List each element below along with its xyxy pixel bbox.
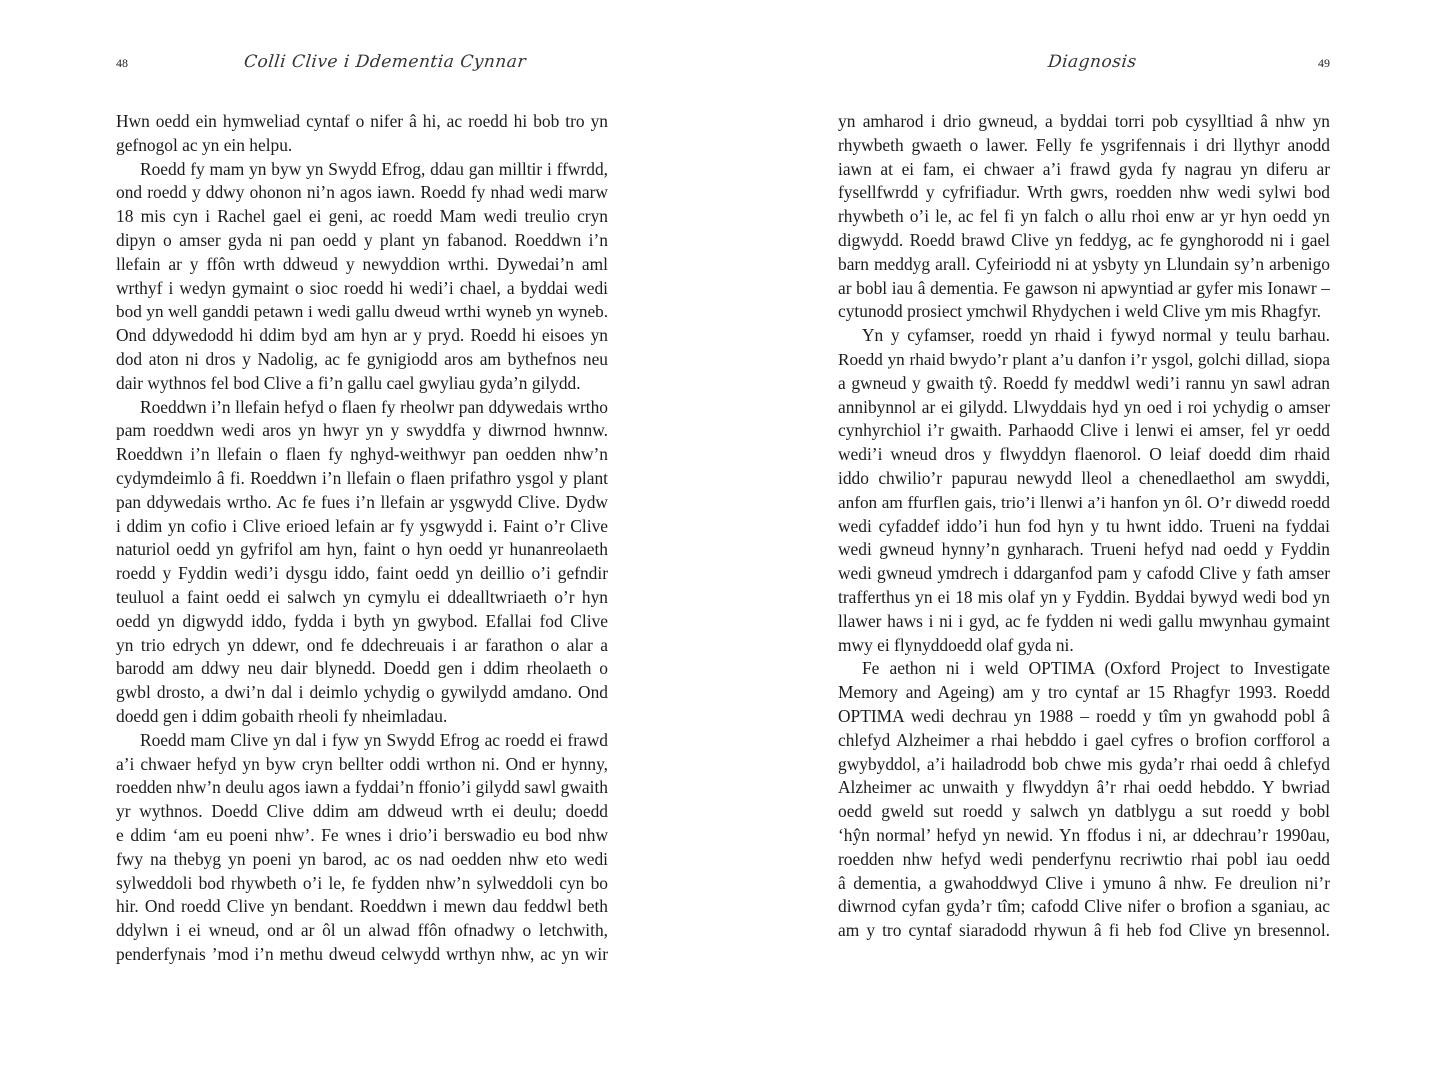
text-line: Ond ddywedodd hi ddim byd am hyn ar y pryd. Roedd hi eisoes yn <box>116 325 608 346</box>
right-running-title: Diagnosis <box>1046 52 1138 72</box>
text-line: diwrnod cyfan gyda’r tîm; cafodd Clive nifer o brofion a sganiau, ac <box>838 896 1330 917</box>
text-line: bod yn well ganddi petawn i wedi gallu dweud wrthi wyneb yn wyneb. <box>116 302 608 322</box>
text-line: dair wythnos fel bod Clive a fi’n gallu cael gwyliau gyda’n gilydd. <box>116 372 581 393</box>
text-line: Memory and Ageing) am y tro cyntaf ar 15 Rhagfyr 1993. Roedd <box>838 682 1330 703</box>
text-line: cynhyrchiol i’r gwaith. Parhaodd Clive i lenwi ei amser, fel yr oedd <box>838 420 1330 441</box>
text-line: pam roeddwn wedi aros yn hwyr yn y swyddfa y diwrnod hwnnw. <box>116 420 608 441</box>
left-running-title: Colli Clive i Ddementia Cynnar <box>242 52 528 72</box>
text-line: Roedd fy mam yn byw yn Swydd Efrog, ddau gan milltir i ffwrdd, <box>140 158 608 179</box>
text-line: dipyn o amser gyda ni pan oedd y plant yn fabanod. Roeddwn i’n <box>116 229 608 250</box>
text-line: wrthyf i wedyn gymaint o sioc roedd hi wedi’i chael, a byddai wedi <box>116 277 608 298</box>
text-line: Fe aethon ni i weld OPTIMA (Oxford Project to Investigate <box>862 658 1330 679</box>
text-line: 18 mis cyn i Rachel gael ei geni, ac roedd Mam wedi treulio cryn <box>116 206 608 227</box>
text-line: llawer haws i ni i gyd, ac fe fydden ni wedi gallu mwynhau gymaint <box>838 610 1330 631</box>
left-page-number: 48 <box>116 56 128 70</box>
text-line: iddo chwilio’r papurau newydd lleol a chenedlaethol am swyddi, <box>838 467 1330 488</box>
left-page-header <box>116 50 608 80</box>
right-page-number: 49 <box>1318 56 1330 70</box>
text-line: mwy ei flynyddoedd olaf gyda ni. <box>838 634 1074 655</box>
text-line: barn meddyg arall. Cyfeiriodd ni at ysbyty yn Llundain sy’n arbenigo <box>838 253 1330 274</box>
text-line: wedi gwneud hynny’n gynharach. Trueni hefyd nad oedd y Fyddin <box>838 539 1330 560</box>
text-line: sylweddoli bod rhywbeth o’i le, fe fydden nhw’n sylweddoli cyn bo <box>116 872 608 893</box>
text-line: annibynnol ar ei gilydd. Llwyddais hyd yn oed i roi ychydig o amser <box>838 396 1330 417</box>
text-line: yr wythnos. Doedd Clive ddim am ddweud wrth ei deulu; doedd <box>116 801 608 822</box>
text-line: oedd yn digwydd iddo, fydda i byth yn gwybod. Efallai fod Clive <box>116 610 608 631</box>
text-line: naturiol oedd yn gyfrifol am hyn, faint o hyn oedd yr hunanreolaeth <box>116 539 608 560</box>
right-page <box>722 0 1445 1084</box>
text-line: dod aton ni dros y Nadolig, ac fe gynigiodd aros am bythefnos neu <box>116 348 608 369</box>
text-line: am y tro cyntaf siaradodd rhywun â fi heb fod Clive yn bresennol. <box>838 920 1330 941</box>
text-line: ‘hŷn normal’ hefyd yn newid. Yn ffodus i ni, ar ddechrau’r 1990au, <box>838 824 1330 845</box>
left-page-body <box>116 110 608 967</box>
text-line: doedd gen i ddim gobaith rheoli fy nheimladau. <box>116 705 448 726</box>
text-line: hir. Ond roedd Clive yn bendant. Roeddwn i mewn dau feddwl beth <box>116 896 608 917</box>
text-line: gwbl drosto, a dwi’n dal i deimlo ychydig o gywilydd amdano. Ond <box>116 682 608 703</box>
text-line: Hwn oedd ein hymweliad cyntaf o nifer â hi, ac roedd hi bob tro yn <box>116 111 608 131</box>
text-line: Roeddwn i’n llefain hefyd o flaen fy rheolwr pan ddywedais wrtho <box>140 396 608 417</box>
text-line: a gwneud y gwaith tŷ. Roedd fy meddwl wedi’i rannu yn sawl adran <box>838 372 1330 393</box>
text-line: Roedd yn rhaid bwydo’r plant a’u danfon i’r ysgol, golchi dillad, siopa <box>838 349 1330 369</box>
text-line: wedi cyfaddef iddo’i hun fod hyn y tu hwnt iddo. Trueni na fyddai <box>838 515 1330 536</box>
text-line: roedden nhw hefyd wedi penderfynu recriwtio rhai pobl iau oedd <box>838 848 1330 869</box>
text-line: roedd y Fyddin wedi’i dysgu iddo, faint oedd yn deillio o’i gefndir <box>116 563 608 584</box>
text-line: anfon am ffurflen gais, trio’i llenwi a’i hanfon yn ôl. O’r diwedd roedd <box>838 492 1330 512</box>
text-line: cytunodd prosiect ymchwil Rhydychen i weld Clive ym mis Rhagfyr. <box>838 301 1322 322</box>
text-line: fwy na thebyg yn poeni yn barod, ac os nad oedden nhw eto wedi <box>116 848 608 869</box>
text-line: trafferthus yn ei 18 mis olaf yn y Fyddin. Byddai bywyd wedi bod yn <box>838 586 1330 607</box>
text-line: gefnogol ac yn ein helpu. <box>116 134 293 155</box>
text-line: yn amharod i drio gwneud, a byddai torri pob cysylltiad â nhw yn <box>838 111 1330 131</box>
text-line: gwybyddol, a’i hailadrodd bob chwe mis gyda’r rhai oedd â chlefyd <box>838 753 1330 774</box>
text-line: llefain ar y ffôn wrth ddweud y newyddion wrthi. Dywedai’n aml <box>116 253 608 274</box>
text-line: fysellfwrdd y cyfrifiadur. Wrth gwrs, roedden nhw wedi sylwi bod <box>838 182 1330 203</box>
text-line: Yn y cyfamser, roedd yn rhaid i fywyd normal y teulu barhau. <box>862 325 1330 346</box>
right-page-body <box>838 110 1330 943</box>
text-line: oedd gweld sut roedd y salwch yn datblygu a sut roedd y bobl <box>838 801 1330 822</box>
text-line: teuluol a faint oedd ei salwch yn cymylu ei ddealltwriaeth o’r hyn <box>116 586 608 607</box>
text-line: penderfynais ’mod i’n methu dweud celwydd wrthyn nhw, ac yn wir <box>116 943 608 964</box>
text-line: yn trio edrych yn ddewr, ond fe ddechreuais i ar farathon o alar a <box>116 634 608 655</box>
text-line: a’i chwaer hefyd yn byw cryn bellter oddi wrthon ni. Ond er hynny, <box>116 753 608 774</box>
text-line: wedi’i wneud dros y flwyddyn flaenorol. O leiaf doedd dim rhaid <box>838 444 1330 465</box>
left-page <box>0 0 722 1084</box>
text-line: â dementia, a gwahoddwyd Clive i ymuno â nhw. Fe dreulion ni’r <box>838 872 1330 893</box>
text-line: ond roedd y ddwy ohonon ni’n agos iawn. Roedd fy nhad wedi marw <box>116 182 608 203</box>
text-line: pan ddywedais wrtho. Ac fe fues i’n llefain ar ysgwydd Clive. Dydw <box>116 491 608 512</box>
text-line: digwydd. Roedd brawd Clive yn feddyg, ac fe gynghorodd ni i gael <box>838 229 1330 250</box>
text-line: e ddim ‘am eu poeni nhw’. Fe wnes i drio’i berswadio eu bod nhw <box>116 824 608 845</box>
text-line: barodd am ddwy neu dair blynedd. Doedd gen i ddim rheolaeth o <box>116 658 608 679</box>
text-line: Roedd mam Clive yn dal i fyw yn Swydd Efrog ac roedd ei frawd <box>140 729 608 750</box>
text-line: chlefyd Alzheimer a rhai hebddo i gael cyfres o brofion corfforol a <box>838 729 1330 750</box>
text-line: rhywbeth o’i le, ac fel fi yn falch o allu rhoi enw ar yr hyn oedd yn <box>838 206 1330 227</box>
text-line: OPTIMA wedi dechrau yn 1988 – roedd y tîm yn gwahodd pobl â <box>838 705 1330 726</box>
right-page-header <box>838 50 1330 80</box>
text-line: Roeddwn i’n llefain o flaen fy nghyd-weithwyr pan oedden nhw’n <box>116 444 608 465</box>
text-line: roedden nhw’n deulu agos iawn a fyddai’n ffonio’i gilydd sawl gwaith <box>116 777 608 798</box>
text-line: Alzheimer ac unwaith y flwyddyn â’r rhai oedd hebddo. Y bwriad <box>838 777 1330 798</box>
text-line: wedi gwneud ymdrech i ddarganfod pam y cafodd Clive y fath amser <box>838 563 1330 584</box>
text-line: ar bobl iau â dementia. Fe gawson ni apwyntiad ar gyfer mis Ionawr – <box>838 277 1330 298</box>
text-line: cydymdeimlo â fi. Roeddwn i’n llefain o flaen prifathro ysgol y plant <box>116 467 608 488</box>
text-line: i ddim yn cofio i Clive erioed lefain ar fy ysgwydd i. Faint o’r Clive <box>116 515 608 536</box>
text-line: ddylwn i ei wneud, ond ar ôl un alwad ffôn ofnadwy o letchwith, <box>116 920 608 941</box>
text-line: rhywbeth gwaeth o lawer. Felly fe ysgrifennais i dri llythyr anodd <box>838 134 1330 155</box>
text-line: iawn at ei fam, ei chwaer a’i frawd gyda fy nagrau yn diferu ar <box>838 158 1330 179</box>
